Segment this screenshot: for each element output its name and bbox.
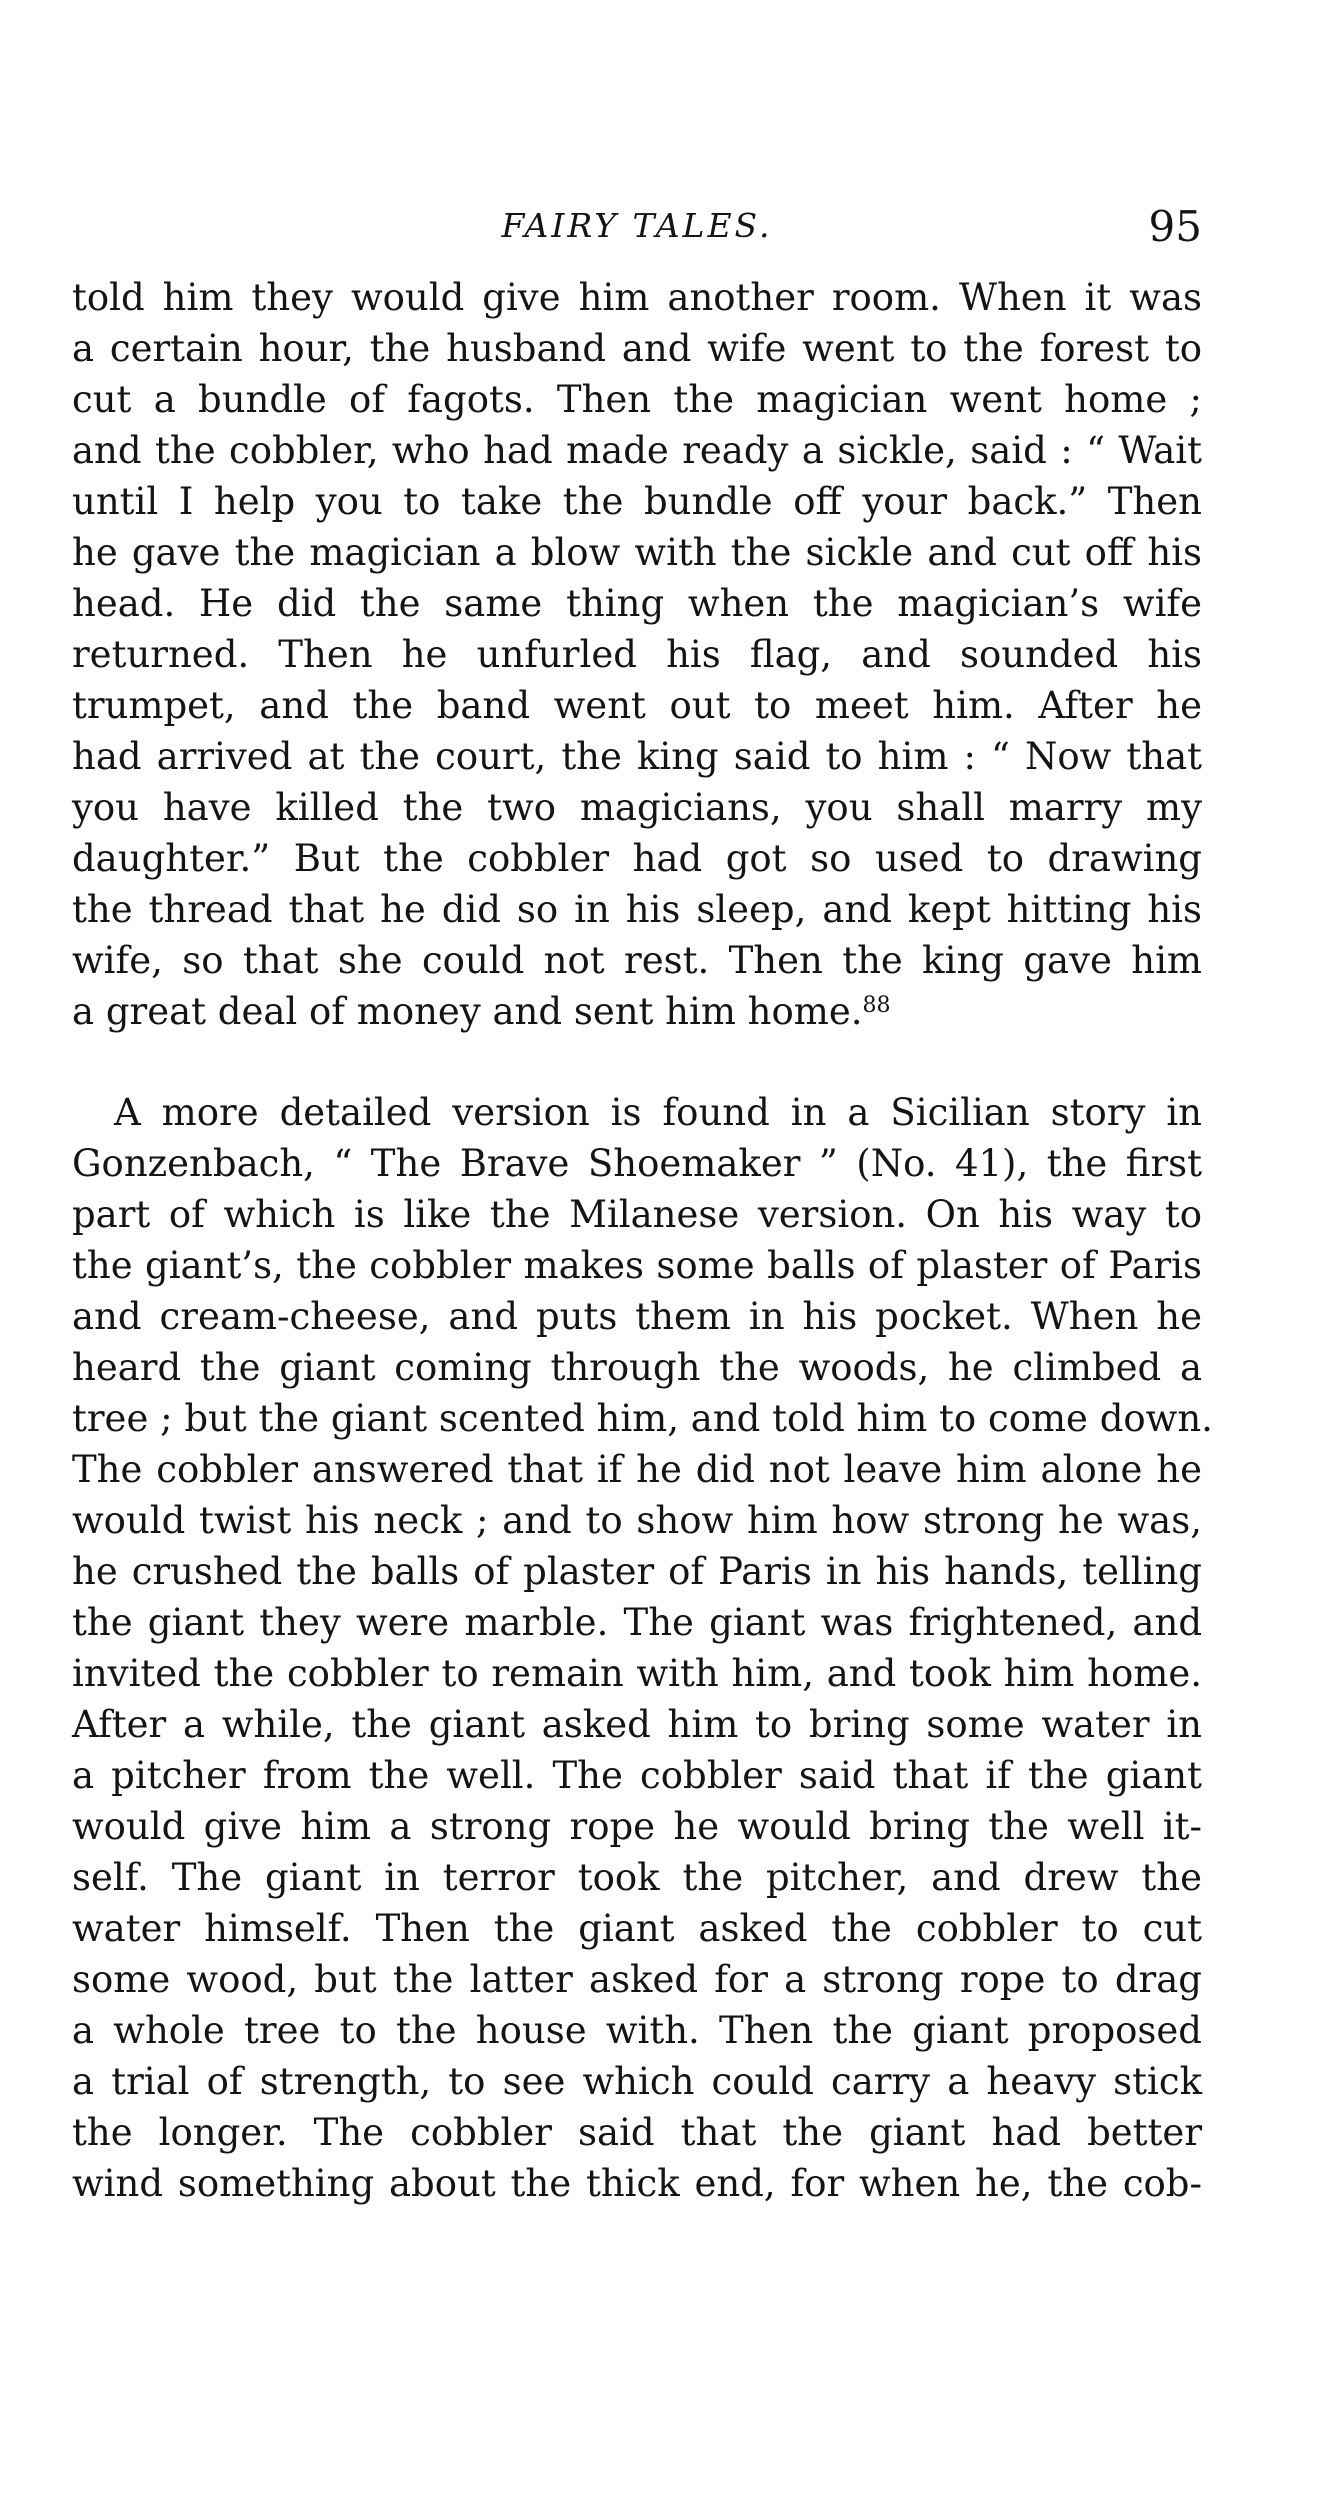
running-title: FAIRY TALES. [501, 206, 773, 245]
text-line: some wood, but the latter asked for a strong rope to drag [72, 1958, 1202, 2001]
text-line: Gonzenbach, “ The Brave Shoemaker ” (No. 41), the first [72, 1142, 1202, 1185]
text-line: he gave the magician a blow with the sickle and cut off his [72, 531, 1202, 574]
text-line: a pitcher from the well. The cobbler said that if the giant [72, 1754, 1202, 1797]
text-line: and the cobbler, who had made ready a sickle, said : “ Wait [72, 429, 1202, 472]
text-line: the longer. The cobbler said that the giant had better [72, 2111, 1202, 2154]
text-line: The cobbler answered that if he did not leave him alone he [72, 1448, 1202, 1491]
text-line-content: a great deal of money and sent him home. [72, 990, 863, 1033]
text-line-last [72, 986, 1202, 1037]
text-line: trumpet, and the band went out to meet him. After he [72, 684, 1202, 727]
text-line: would give him a strong rope he would bring the well it- [72, 1805, 1202, 1848]
text-line: head. He did the same thing when the magician’s wife [72, 582, 1202, 625]
footnote-ref: 88 [862, 993, 891, 1018]
text-line: After a while, the giant asked him to bring some water in [72, 1703, 1202, 1746]
text-line: wife, so that she could not rest. Then the king gave him [72, 939, 1202, 982]
text-line: self. The giant in terror took the pitcher, and drew the [72, 1856, 1202, 1899]
text-line: tree ; but the giant scented him, and told him to come down. [72, 1397, 1213, 1440]
running-head [72, 196, 1202, 256]
text-line: a whole tree to the house with. Then the giant proposed [72, 2009, 1202, 2052]
text-line: heard the giant coming through the woods, he climbed a [72, 1346, 1202, 1389]
text-line: invited the cobbler to remain with him, and took him home. [72, 1652, 1202, 1695]
text-line: returned. Then he unfurled his flag, and sounded his [72, 633, 1202, 676]
text-line: wind something about the thick end, for when he, the cob- [72, 2162, 1202, 2205]
text-line-first: A more detailed version is found in a Sicilian story in [114, 1091, 1202, 1134]
text-line: and cream-cheese, and puts them in his pocket. When he [72, 1295, 1202, 1338]
text-line: until I help you to take the bundle off your back.” Then [72, 480, 1202, 523]
text-line: he crushed the balls of plaster of Paris in his hands, telling [72, 1550, 1202, 1593]
text-line: a certain hour, the husband and wife went to the forest to [72, 327, 1202, 370]
paragraph-1 [72, 272, 1202, 1037]
text-line: you have killed the two magicians, you shall marry my [72, 786, 1202, 829]
text-line: had arrived at the court, the king said to him : “ Now that [72, 735, 1202, 778]
text-line: part of which is like the Milanese version. On his way to [72, 1193, 1202, 1236]
text-line: the thread that he did so in his sleep, and kept hitting his [72, 888, 1202, 931]
text-line: cut a bundle of fagots. Then the magician went home ; [72, 378, 1202, 421]
text-line: water himself. Then the giant asked the cobbler to cut [72, 1907, 1202, 1950]
text-line: the giant’s, the cobbler makes some balls of plaster of Paris [72, 1244, 1202, 1287]
paragraph-2 [72, 1087, 1213, 2209]
text-line: daughter.” But the cobbler had got so used to drawing [72, 837, 1202, 880]
text-line: told him they would give him another room. When it was [72, 276, 1202, 319]
page-number: 95 [1148, 202, 1202, 251]
text-line: would twist his neck ; and to show him how strong he was, [72, 1499, 1202, 1542]
text-line: a trial of strength, to see which could carry a heavy stick [72, 2060, 1202, 2103]
text-line: the giant they were marble. The giant was frightened, and [72, 1601, 1202, 1644]
